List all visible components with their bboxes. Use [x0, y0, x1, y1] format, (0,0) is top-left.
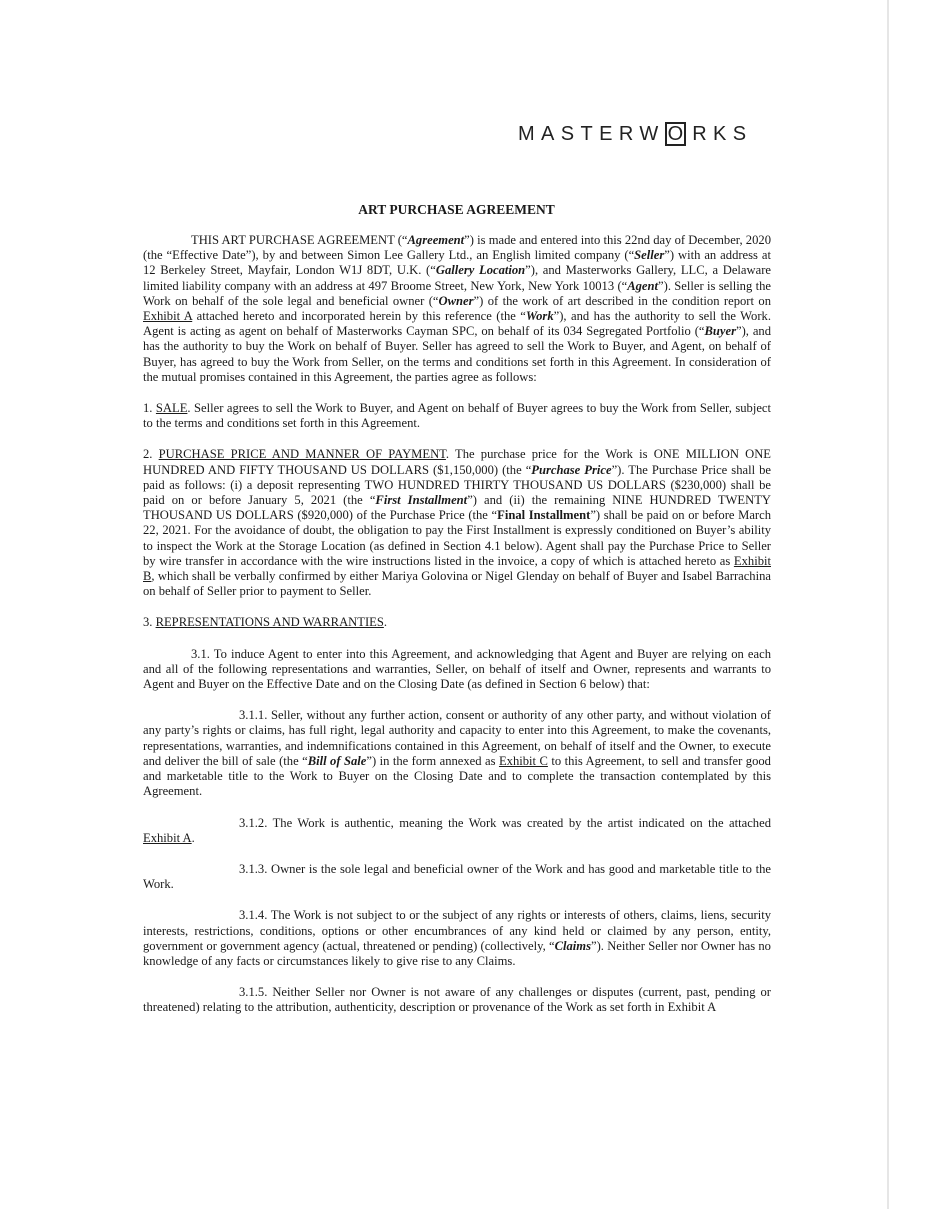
- defined-term-bill-of-sale: Bill of Sale: [307, 753, 367, 768]
- logo-text-start: MASTERW: [518, 123, 665, 145]
- section-heading: PURCHASE PRICE AND MANNER OF PAYMENT: [158, 447, 446, 462]
- clause-text: to this Agreement, to sell and transfer good and marketable title to the Work to Buyer on the Closing Date and to complete the transaction contemplated by this Agreement.: [143, 753, 771, 799]
- clause-3-1-2: [143, 816, 771, 846]
- intro-text: ”) with an address at 12 Berkeley Street, Mayfair, London W1J 8DT, U.K. (“: [143, 248, 771, 278]
- defined-term-seller: Seller: [634, 248, 665, 263]
- defined-term-owner: Owner: [438, 293, 474, 308]
- intro-text: ”), and Masterworks Gallery, LLC, a Delaware limited liability company with an address at 497 Broome Street, New York, New York 10013 (“: [143, 263, 771, 293]
- section-heading: SALE: [155, 401, 188, 416]
- section-text: .: [383, 615, 388, 630]
- section-3-representations: [143, 615, 771, 630]
- defined-term-buyer: Buyer: [704, 324, 736, 339]
- intro-text: ”), and has the authority to sell the Work. Agent is acting as agent on behalf of Masterworks Cayman SPC, on behalf of its 034 Segregated Portfolio (“: [143, 309, 771, 339]
- clause-text: ”). Neither Seller nor Owner has no knowledge of any facts or circumstances likely to give rise to any Claims.: [143, 938, 771, 968]
- exhibit-a-reference: Exhibit A: [143, 309, 193, 324]
- exhibit-b-reference: Exhibit B: [143, 553, 771, 584]
- clause-3-1-4: [143, 908, 771, 969]
- section-number: 1.: [143, 401, 156, 416]
- defined-term-first-installment: First Installment: [375, 493, 468, 508]
- page-edge: [887, 0, 889, 1209]
- section-2-purchase-price: [143, 447, 771, 599]
- section-number: 2.: [143, 447, 159, 462]
- intro-text: THIS ART PURCHASE AGREEMENT (“: [191, 233, 408, 247]
- intro-text: ”), and has the authority to buy the Work on behalf of Buyer. Seller has agreed to sell the Work to Buyer, and Agent, on behalf of Buyer, has agreed to buy the Work from Seller, on the terms and conditions set forth in this Agreement. In consideration of the mutual promises contained in this Agreement, the parties agree as follows:: [143, 324, 772, 384]
- section-text: . Seller agrees to sell the Work to Buyer, and Agent on behalf of Buyer agrees to buy the Work from Seller, subject to the terms and conditions set forth in this Agreement.: [143, 401, 772, 431]
- section-1-sale: [143, 401, 771, 431]
- section-text: ”) and (ii) the remaining NINE HUNDRED TWENTY THOUSAND US DOLLARS ($920,000) of the Purchase Price (the “: [143, 493, 772, 523]
- intro-text: ”). Seller is selling the Work on behalf of the sole legal and beneficial owner (“: [143, 278, 771, 308]
- section-text: , which shall be verbally confirmed by either Mariya Golovina or Nigel Glenday on behalf of Buyer and Isabel Barrachina on behalf of Seller prior to payment to Seller.: [143, 569, 771, 599]
- document-title: ART PURCHASE AGREEMENT: [358, 202, 555, 217]
- clause-3-1-5: 3.1.5. Neither Seller nor Owner is not aware of any challenges or disputes (current, past, pending or threatened) relating to the attribution, authenticity, description or provenance of the Work as set forth in Exhibit A: [143, 985, 771, 1015]
- defined-term-final-installment: Final Installment: [497, 508, 591, 523]
- defined-term-agent: Agent: [627, 278, 659, 293]
- clause-3-1-3: 3.1.3. Owner is the sole legal and beneficial owner of the Work and has good and marketable title to the Work.: [143, 861, 771, 892]
- defined-term-work: Work: [525, 309, 554, 324]
- section-text: . The purchase price for the Work is ONE MILLION ONE HUNDRED AND FIFTY THOUSAND US DOLLARS ($1,150,000) (the “: [143, 447, 772, 477]
- exhibit-a-reference: Exhibit A: [143, 830, 192, 845]
- clause-text: .: [191, 830, 195, 845]
- defined-term-claims: Claims: [554, 938, 592, 953]
- intro-text: ”) of the work of art described in the condition report on: [473, 293, 771, 308]
- intro-text: ”) is made and entered into this 22nd day of December, 2020 (the “Effective Date”), by and between Simon Lee Gallery Ltd., an English limited company (“: [143, 233, 771, 263]
- intro-text: attached hereto and incorporated herein by this reference (the “: [192, 309, 526, 324]
- clause-3-1: 3.1. To induce Agent to enter into this Agreement, and acknowledging that Agent and Buyer are relying on each and all of the following representations and warranties, Seller, on behalf of itself and Owner, represents and warrants to Agent and Buyer on the Effective Date and on the Closing Date (as defined in Section 6 below) that:: [143, 646, 771, 692]
- clause-text: ”) in the form annexed as: [366, 753, 499, 768]
- masterworks-logo: [518, 122, 753, 146]
- defined-term-purchase-price: Purchase Price: [531, 462, 612, 477]
- intro-paragraph: [143, 233, 771, 385]
- defined-term-agreement: Agreement: [407, 233, 465, 247]
- section-heading: REPRESENTATIONS AND WARRANTIES: [155, 615, 384, 630]
- clause-3-1-1: [143, 708, 771, 799]
- agreement-body: [143, 233, 771, 1032]
- clause-text: 3.1.1. Seller, without any further action, consent or authority of any other party, and without violation of any party’s rights or claims, has full right, legal authority and capacity to enter into this Agreement, to make the covenants, representations, warranties, and indemnifications contained in this Agreement, on behalf of itself and the Owner, to execute and deliver the bill of sale (the “: [143, 708, 771, 768]
- clause-text: 3.1.2. The Work is authentic, meaning the Work was created by the artist indicated on the attached: [239, 815, 771, 830]
- logo-boxed-letter: O: [665, 122, 687, 146]
- defined-term-gallery-location: Gallery Location: [435, 263, 526, 278]
- section-text: ”). The Purchase Price shall be paid as follows: (i) a deposit representing TWO HUNDRED THIRTY THOUSAND US DOLLARS ($230,000) shall be paid on or before January 5, 2021 (the “: [143, 462, 771, 508]
- exhibit-c-reference: Exhibit C: [498, 753, 548, 768]
- logo-text-end: RKS: [692, 123, 753, 145]
- section-number: 3.: [143, 615, 156, 630]
- clause-text: 3.1.4. The Work is not subject to or the subject of any rights or interests of others, claims, liens, security interests, restrictions, conditions, options or other encumbrances of any kind held or claimed by any person, entity, government or government agency (actual, threatened or pending) (collectively, “: [143, 908, 771, 953]
- section-text: ”) shall be paid on or before March 22, 2021. For the avoidance of doubt, the obligation to pay the First Installment is expressly conditioned on Buyer’s ability to inspect the Work at the Storage Location (as defined in Section 4.1 below). Agent shall pay the Purchase Price to Seller by wire transfer in accordance with the wire instructions listed in the invoice, a copy of which is attached hereto as: [143, 508, 771, 568]
